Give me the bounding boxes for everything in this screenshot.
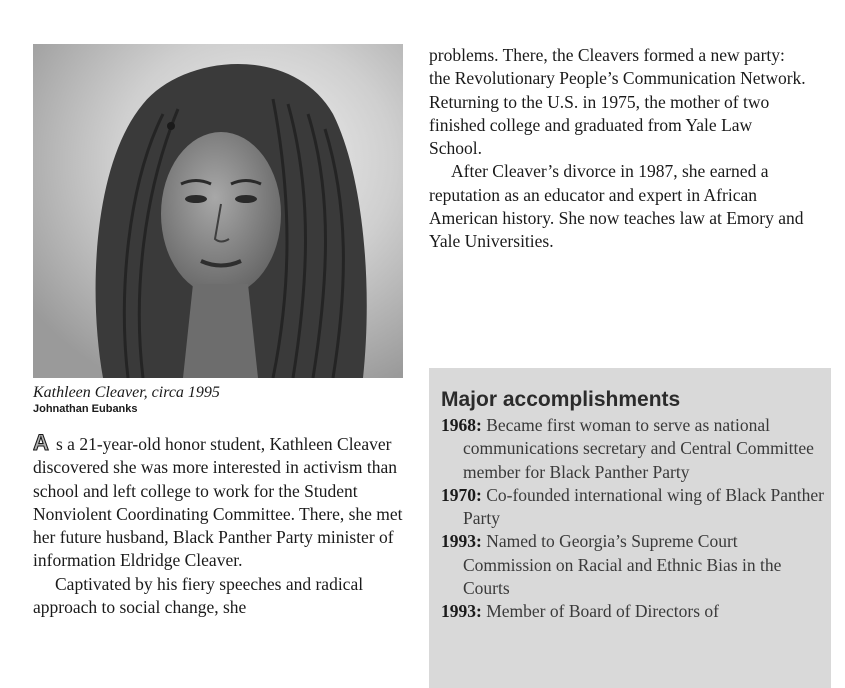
accomplishment-text: Co-founded international wing of Black Panther Party [463, 484, 824, 529]
accomplishment-year: 1968: [441, 415, 482, 435]
list-item [441, 530, 826, 600]
accomplishments-title: Major accomplishments [441, 388, 681, 411]
article-paragraph-4: After Cleaver’s divorce in 1987, she earned a reputation as an educator and expert in African American history. She now teaches law at Emory and Yale Universities. [429, 161, 804, 252]
list-item [441, 414, 826, 484]
article-paragraph-1 [33, 433, 411, 573]
article-paragraph-2: Captivated by his fiery speeches and radical approach to social change, she [33, 573, 364, 618]
accomplishment-text: Became first woman to serve as national communications secretary and Central Committee member for Black Panther Party [463, 415, 814, 482]
portrait-photo [33, 44, 403, 378]
accomplishments-box [429, 368, 831, 688]
accomplishment-text: Named to Georgia’s Supreme Court Commission on Racial and Ethnic Bias in the Courts [463, 531, 782, 599]
accomplishment-year: 1993: [441, 531, 482, 552]
accomplishments-list [441, 414, 826, 624]
accomplishment-text: Member of Board of Directors of [486, 601, 719, 622]
photo-credit: Johnathan Eubanks [33, 403, 138, 415]
accomplishment-year: 1970: [441, 484, 482, 505]
article-column-right [429, 44, 809, 254]
article-column-left [33, 433, 411, 619]
photo-caption: Kathleen Cleaver, circa 1995 [33, 384, 220, 401]
portrait-illustration [33, 44, 403, 378]
accomplishment-year: 1993: [441, 601, 482, 622]
svg-text:A: A [33, 433, 49, 451]
dropcap-letter [33, 433, 55, 451]
list-item [441, 484, 826, 531]
list-item [441, 600, 826, 623]
article-paragraph-3: problems. There, the Cleavers formed a new party: the Revolutionary People’s Communication Network. Returning to the U.S. in 1975, the mother of two finished college and graduated from Yale Law School. [429, 45, 806, 159]
paragraph-1-text: s a 21-year-old honor student, Kathleen Cleaver discovered she was more interested in activism than school and left college to work for the Student Nonviolent Coordinating Committee. There, she met her future husband, Black Panther Party minister of information Eldridge Cleaver. [33, 434, 403, 571]
